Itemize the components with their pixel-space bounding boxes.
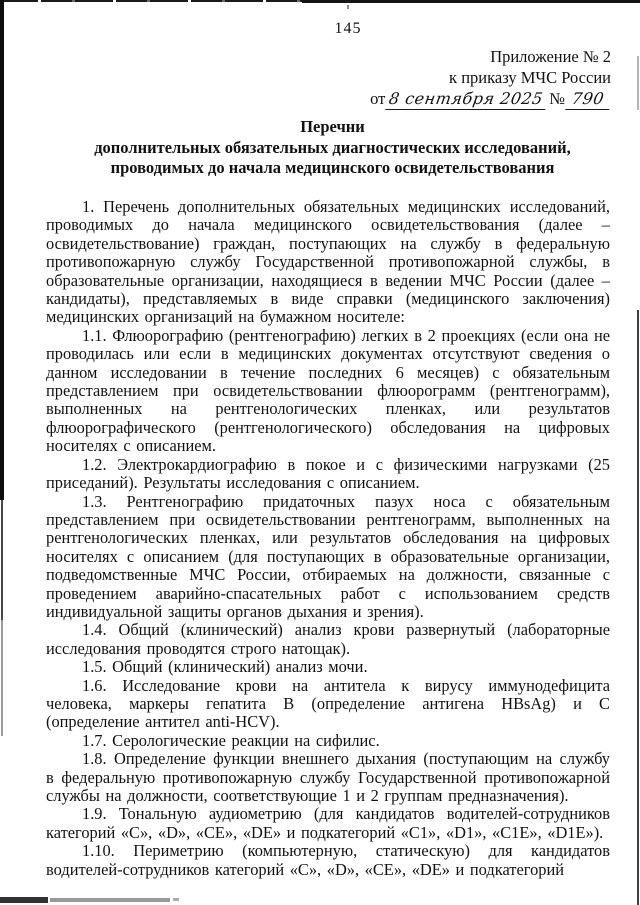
page-number-row — [0, 20, 640, 38]
title-line-1: Перечни — [300, 117, 365, 136]
paragraph-1-1: 1.1. Флюорографию (рентгенографию) легких в 2 проекциях (если она не проводилась или если в медицинских документах отсутствуют сведения о данном исследовании в течение последних 6 месяцев) с обязательным представлением при освидетельствовании флюорограмм (рентгенограмм), выполненных на рентгенологических пленках, или результатов флюорографического (рентгенологического) обследования на цифровых носителях с описанием. — [46, 325, 610, 456]
page-number: 145 — [334, 20, 362, 37]
annex-block — [370, 46, 611, 110]
document-title — [40, 117, 625, 179]
scan-artifact-left-bar-fade — [1, 500, 3, 620]
paragraph-1-10: 1.10. Периметрию (компьютерную, статическую) для кандидатов водителей-сотрудников категорий «С», «D», «СЕ», «DE» и подкатегорий — [46, 841, 610, 879]
handwritten-order-number: 790 — [565, 88, 612, 110]
handwritten-date: 8 сентября 2025 — [386, 88, 549, 110]
annex-line-requisites — [370, 88, 611, 110]
scan-artifact-top-edge-dashed — [0, 0, 302, 2]
scan-artifact-bottom-bar-gray — [50, 898, 170, 902]
paragraph-1: 1. Перечень дополнительных обязательных медицинских исследований, проводимых до начала медицинского освидетельствования (далее – освидетельствование) граждан, поступающих на службу в федеральную противопожарную службу Государственной противопожарной службы, в образовательные организации, находящиеся в ведении МЧС России (далее – кандидаты), представляемых в виде справки (медицинского заключения) медицинских организаций на бумажном носителе: — [46, 197, 610, 327]
document-body — [46, 198, 610, 879]
annex-line-2: к приказу МЧС России — [449, 68, 611, 87]
scan-artifact-right-line-lower — [637, 310, 639, 905]
paragraph-1-7: 1.7. Серологические реакции на сифилис. — [82, 730, 380, 750]
scan-artifact-left-bar-light — [1, 620, 3, 736]
scan-artifact-bottom-tick — [173, 898, 179, 901]
paragraph-1-2: 1.2. Электрокардиографию в покое и с физическими нагрузками (25 приседаний). Результаты исследования с описанием. — [46, 454, 610, 493]
scan-artifact-top-edge-solid — [302, 0, 640, 3]
paragraph-1-3: 1.3. Рентгенографию придаточных пазух носа с обязательным представлением при освидетельствовании рентгенограмм, выполненных на рентгенологических пленках, или результатов обследования на цифровых носителях с описанием (для поступающих в образовательные организации, подведомственные МЧС России, отбираемых на должности, связанные с проведением аварийно-спасательных работ с использованием средств индивидуальной защиты органов дыхания и зрения). — [46, 491, 610, 621]
scan-artifact-left-bar — [0, 0, 4, 500]
annex-line-1: Приложение № 2 — [490, 47, 611, 66]
paragraph-1-8: 1.8. Определение функции внешнего дыхания (поступающим на службу в федеральную противопожарную службу Государственной противопожарной службы на должности, соответствующие 1 и 2 группам предназначения). — [46, 749, 610, 805]
scan-artifact-speck — [347, 5, 349, 9]
title-line-3: проводимых до начала медицинского освидетельствования — [110, 158, 555, 177]
paragraph-1-4: 1.4. Общий (клинический) анализ крови развернутый (лабораторные исследования проводятся строго натощак). — [46, 620, 610, 658]
paragraph-1-6: 1.6. Исследование крови на антитела к вирусу иммунодефицита человека, маркеры гепатита В (определение антигена HBsAg) и С (определение антител anti-HCV). — [46, 675, 610, 732]
annex-date-prefix: от — [370, 89, 386, 108]
annex-number-label: № — [549, 89, 565, 108]
paragraph-1-5: 1.5. Общий (клинический) анализ мочи. — [82, 657, 368, 677]
scan-artifact-right-line-upper — [637, 56, 639, 110]
paragraph-1-9: 1.9. Тональную аудиометрию (для кандидатов водителей-сотрудников категорий «С», «D», «СЕ», «DE» и подкатегорий «C1», «D1», «C1E», «D1E»). — [46, 804, 610, 842]
scan-artifact-bottom-bar-dark — [0, 897, 48, 903]
title-line-2: дополнительных обязательных диагностических исследований, — [94, 137, 571, 157]
